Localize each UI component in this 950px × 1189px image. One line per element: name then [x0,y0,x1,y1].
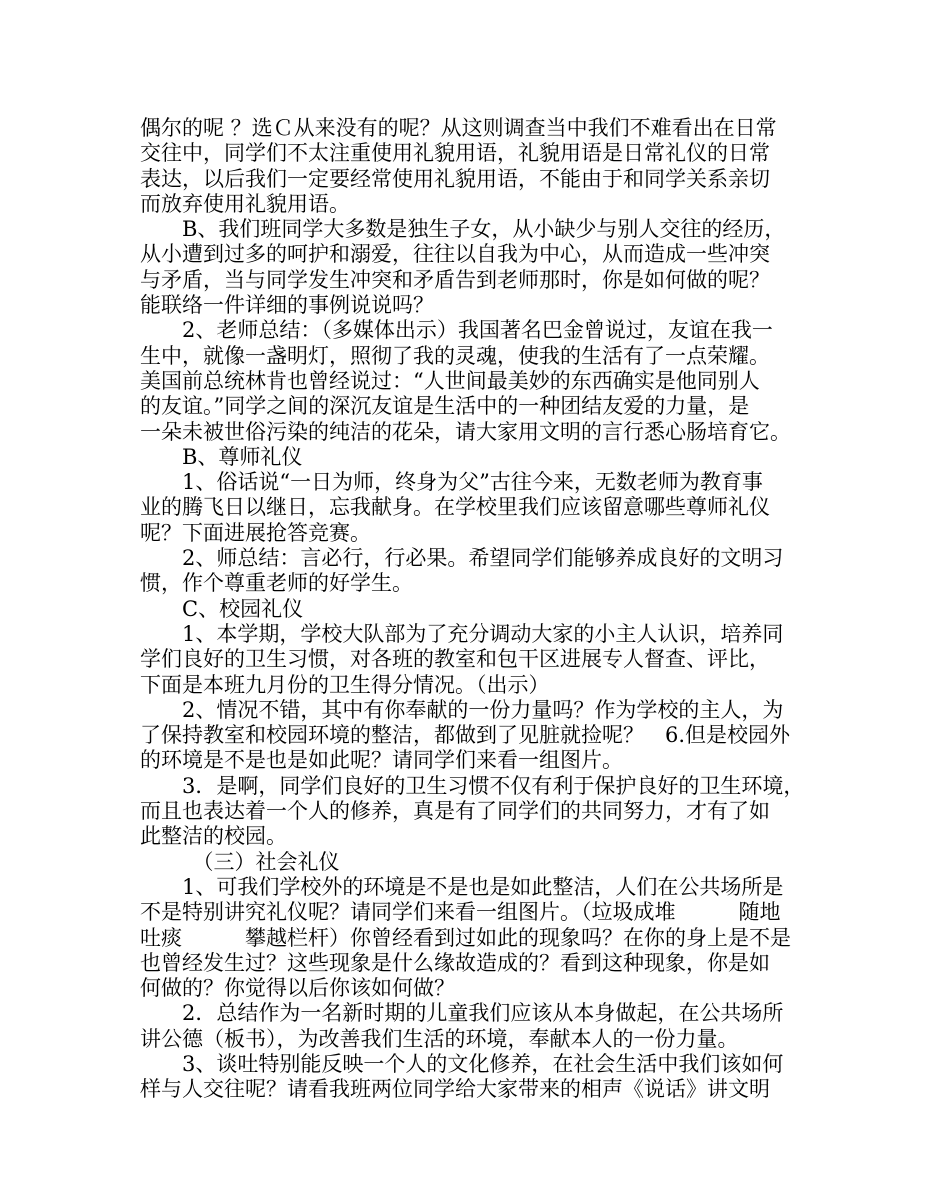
text-line: 样与人交往呢？请看我班两位同学给大家带来的相声《说话》讲文明 [140,1077,770,1102]
text-line: 一朵未被世俗污染的纯洁的花朵，请大家用文明的言行悉心肠培育它。 [140,419,791,444]
text-line: 吐痰 攀越栏杆）你曾经看到过如此的现象吗？在你的身上是不是 [140,925,791,950]
text-line: B、我们班同学大多数是独生子女，从小缺少与别人交往的经历， [140,217,786,242]
text-line: 而且也表达着一个人的修养，真是有了同学们的共同努力，才有了如 [140,799,770,824]
text-line: 了保持教室和校园环境的整洁，都做到了见脏就捡呢？ 6.但是校园外 [140,723,791,748]
text-line: 惯，作个尊重老师的好学生。 [140,571,413,596]
text-line: 何做的？你觉得以后你该如何做？ [140,976,455,1001]
text-line: 此整洁的校园。 [140,824,287,849]
text-line: 下面是本班九月份的卫生得分情况。（出示） [140,672,550,697]
text-line: 偶尔的呢 ？选Ｃ从来没有的呢？从这则调查当中我们不难看出在日常 [140,116,777,140]
text-line: 1、本学期，学校大队部为了充分调动大家的小主人认识，培养同 [140,621,784,646]
text-line: 而放弃使用礼貌用语。 [140,191,350,216]
text-line: 讲公德（板书），为改善我们生活的环境，奉献本人的一份力量。 [140,1026,739,1051]
text-line: 从小遭到过多的呵护和溺爱，往往以自我为中心，从而造成一些冲突 [140,242,770,267]
section-heading: C、校园礼仪 [140,596,304,621]
text-line: 1、俗话说“一日为师，终身为父”古往今来，无数老师为教育事 [140,470,763,495]
text-line: 不是特别讲究礼仪呢？请同学们来看一组图片。（垃圾成堆 随地 [140,900,781,925]
text-line: 的友谊。”同学之间的深沉友谊是生活中的一种团结友爱的力量，是 [140,394,750,419]
text-line: 1、可我们学校外的环境是不是也是如此整洁，人们在公共场所是 [140,874,784,899]
section-heading: （三）社会礼仪 [140,849,340,874]
text-line: 交往中，同学们不太注重使用礼貌用语，礼貌用语是日常礼仪的日常 [140,141,770,166]
text-line: 与矛盾，当与同学发生冲突和矛盾告到老师那时，你是如何做的呢？ [140,267,770,292]
text-line: 2、情况不错，其中有你奉献的一份力量吗？作为学校的主人，为 [140,697,784,722]
text-line: 美国前总统林肯也曾经说过：“人世间最美妙的东西确实是他同别人 [140,368,760,393]
text-line: 呢？下面进展抢答竞赛。 [140,520,371,545]
text-line: 3．是啊，同学们良好的卫生习惯不仅有利于保护良好的卫生环境， [140,773,805,798]
text-line: 2、师总结：言必行，行必果。希望同学们能够养成良好的文明习 [140,546,784,571]
text-line: 学们良好的卫生习惯，对各班的教室和包干区进展专人督查、评比， [140,647,770,672]
section-heading: B、尊师礼仪 [140,444,303,469]
text-line: 能联络一件详细的事例说说吗？ [140,293,434,318]
text-line: 也曾经发生过？这些现象是什么缘故造成的？看到这种现象，你是如 [140,950,770,975]
text-line: 表达，以后我们一定要经常使用礼貌用语，不能由于和同学关系亲切 [140,166,770,191]
text-line: 2、老师总结：（多媒体出示）我国著名巴金曾说过，友谊在我一 [140,318,773,343]
text-line: 生中，就像一盏明灯，照彻了我的灵魂，使我的生活有了一点荣耀。 [140,343,770,368]
text-line: 业的腾飞日以继日，忘我献身。在学校里我们应该留意哪些尊师礼仪 [140,495,770,520]
document-body [140,116,840,1103]
text-line: 3、谈吐特别能反映一个人的文化修养，在社会生活中我们该如何 [140,1051,784,1076]
text-line: 的环境是不是也是如此呢？请同学们来看一组图片。 [140,748,623,773]
text-line: 2．总结作为一名新时期的儿童我们应该从本身做起，在公共场所 [140,1001,784,1026]
